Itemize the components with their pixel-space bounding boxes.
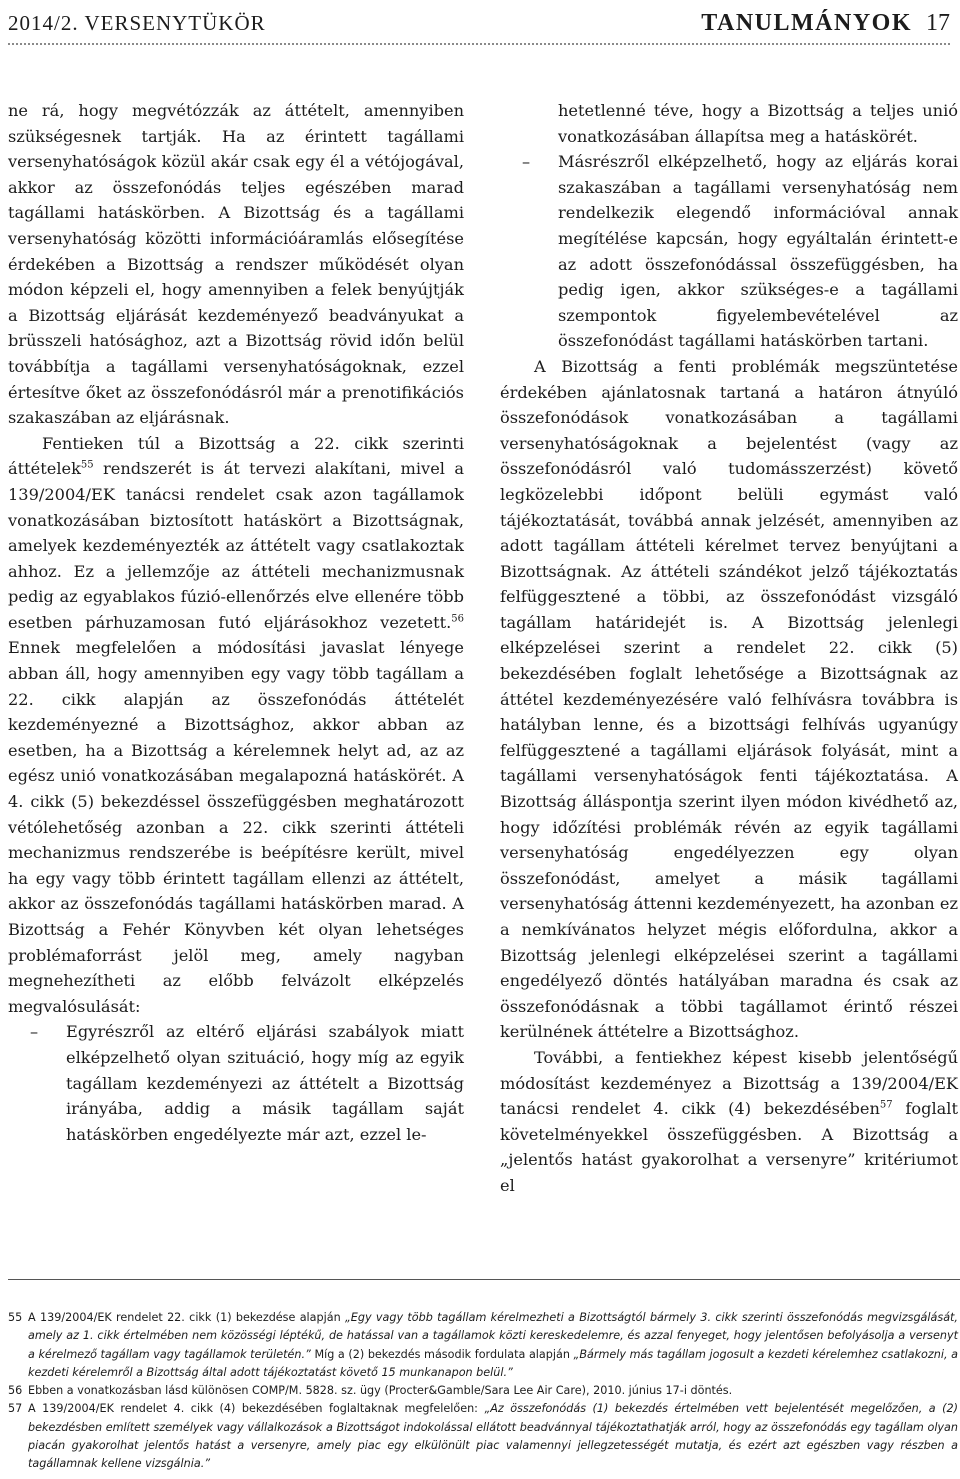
footnote-ref-56: 56 (451, 613, 464, 625)
running-header (8, 6, 950, 40)
paragraph-4 (500, 1045, 958, 1199)
footnote-number: 55 (8, 1311, 23, 1324)
footnote-56 (8, 1382, 958, 1400)
list-dash: – (522, 152, 531, 172)
list-dash: – (30, 1022, 39, 1042)
footnotes (8, 1309, 958, 1474)
footnote-quote: „Egy vagy több tagállam kérelmezheti a Bizottságtól bármely 3. cikk szerinti összefonódás megvizsgálását, amely az 1. cikk értelmében nem közösségi léptékű, de hatással van a tagállamok közti kereskedelemre, és azzal fenyeget, hogy jelentősen befolyásolja a versenyt a kérelmező tagállam vagy tagállamok területén.” (28, 1311, 958, 1361)
page-number: 17 (926, 9, 950, 36)
footnote-text: Míg a (2) bekezdés második fordulata alapján (310, 1347, 574, 1361)
footnote-55 (8, 1309, 958, 1382)
footnote-separator (8, 1279, 960, 1280)
footnote-57 (8, 1400, 958, 1473)
paragraph-3: A Bizottság a fenti problémák megszüntetése érdekében ajánlatosnak tartaná a határon átnyúló összefonódások vonatkozásában a tagállami versenyhatóságoknak a bejelentést (vagy az összefonódásról való tudomásszerzést) követő legközelebbi időpont belüli egymást való tájékoztatását, továbbá annak jelzését, amennyiben az adott tagállam áttételi kérelmet tervez benyújtani a Bizottságnak. Az áttételi szándékot jelző tájékoztatás felfüggesztené a többi, az összefonódást vizsgáló tagállam határidejét is. A Bizottság jelenlegi elképzelései szerint a rendelet 22. cikk (5) bekezdésében foglalt lehetősége a Bizottságnak az áttétel kezdeményezésére való felhívásra továbbra is hatályban lenne, és a bizottsági felhívás ugyanúgy felfüggesztené a tagállami eljárások folyását, mint a tagállami versenyhatóságok fenti tájékoztatása. A Bizottság álláspontja szerint ilyen módon kivédhető az, hogy időzítési problémák révén az egyik tagállami versenyhatóság engedélyezzen egy olyan összefonódást, amelyet a másik tagállami versenyhatóság áttenni kezdeményezett, ha azonban ez a nemkívánatos helyzet mégis előfordulna, akkor a Bizottság jelenlegi elképzelései szerint a tagállami engedélyező döntés hatályában maradna és csak az összefonódásnak a többi tagállamot érintő részei kerülnének áttételre a Bizottsághoz. (500, 356, 958, 1042)
left-column (8, 98, 464, 1147)
list-item-1 (8, 1019, 464, 1147)
list-item-2 (500, 149, 958, 354)
paragraph-4-text-a: További, a fentiekhez képest kisebb jelentőségű módosítást kezdeményez a Bizottság a 139/2004/EK tanácsi rendelet 4. cikk (4) bekezdésében (500, 1047, 958, 1119)
section-label: TANULMÁNYOK (701, 9, 912, 36)
footnote-quote: „Az összefonódás (1) bekezdés értelmében vett bejelentését megelőzően, a (2) bekezdésben említett személyek vagy vállalkozások a Bizottságot indokolással ellátott beadvánnyal tájékoztathatják arról, hogy az összefonódás egy tagállam olyan piacán gyakorolhat jelentős hatást a versenyre, amely piac egy elkülönült piac valamennyi jellegzetességét mutatja, és ezért azt egészben vagy részben a tagállamnak kellene vizsgálnia.” (28, 1402, 958, 1471)
footnote-ref-57: 57 (879, 1099, 893, 1111)
section-title (701, 10, 950, 37)
list-item-1-text: Egyrészről az eltérő eljárási szabályok miatt elképzelhető olyan szituáció, hogy míg az egyik tagállam kezdeményezi az áttételt a Bizottság irányába, addig a másik tagállam saját hatáskörben engedélyezte már azt, ezzel le- (66, 1022, 464, 1144)
journal-issue: 2014/2. VERSENYTÜKÖR (8, 10, 266, 35)
paragraph-1: ne rá, hogy megvétózzák az áttételt, amennyiben szükségesnek tartják. Ha az érintett tagállami versenyhatóságok közül akár csak egy él a vétójogával, akkor az összefonódás teljes egészében marad tagállami hatáskörben. A Bizottság és a tagállami versenyhatóság közötti információáramlás elősegítése érdekében a Bizottság a rendszer működését olyan módon képzeli el, hogy amennyiben a felek benyújtják a Bizottság eljárását kezdeményező beadványukat a brüsszeli hatósághoz, azt a Bizottság rövid időn belül továbbítja a tagállami versenyhatóságoknak, ezzel értesítve őket az összefonódásról már a prenotifikációs szakaszában az eljárásnak. (8, 101, 464, 428)
footnote-ref-55: 55 (80, 459, 94, 471)
footnote-quote: „Bármely más tagállam jogosult a kezdeti kérelemhez csatlakozni, a kezdeti kérelemről a Bizottság által adott tájékoztatást követő 15 munkanapon belül.” (28, 1347, 958, 1379)
list-item-2-text: Másrészről elképzelhető, hogy az eljárás korai szakaszában a tagállami versenyhatóság nem rendelkezik elegendő információval annak megítélése kapcsán, hogy egyáltalán érintett-e az adott összefonódással összefüggésben, ha pedig igen, akkor szükséges-e a tagállami szempontok figyelembevételével az összefonódást tagállami hatáskörben tartani. (558, 152, 958, 351)
paragraph-2-text-a: Fentieken túl a Bizottság a 22. cikk szerinti áttételek (8, 433, 464, 479)
header-dotted-rule (8, 43, 950, 45)
footnote-text: A 139/2004/EK rendelet 4. cikk (4) bekezdésében foglaltaknak megfelelően: (28, 1402, 485, 1416)
paragraph-2-text-c: Ennek megfelelően a módosítási javaslat lényege abban áll, hogy amennyiben egy vagy több tagállam a 22. cikk alapján az összefonódás áttételét kezdeményezné a Bizottsághoz, akkor abban az esetben, ha a Bizottság a kérelemnek helyt ad, az az egész unió vonatkozásában megalapozná hatáskörét. A 4. cikk (5) bekezdéssel összefüggésben meghatározott vétólehetőség azonban a 22. cikk szerinti áttételi mechanizmus rendszerébe is beépítésre került, mivel ha egy vagy több érintett tagállam ellenzi az áttételt, akkor az összefonódás tagállami hatáskörben marad. A Bizottság a Fehér Könyvben két olyan lehetséges problémaforrást jelöl meg, amely nagyban megnehezítheti az előbb felvázolt elképzelés megvalósulását: (8, 638, 464, 1016)
list-item-1-continued (500, 98, 958, 149)
paragraph-4-text-b: foglalt követelményekkel összefüggésben. A Bizottság a „jelentős hatást gyakorolhat a versenyre” kritériumot el (500, 1099, 958, 1195)
footnote-text: Ebben a vonatkozásban lásd különösen COMP/M. 5828. sz. ügy (Procter&Gamble/Sara Lee Air Care), 2010. június 17-i döntés. (28, 1384, 733, 1398)
paragraph-2-text-b: rendszerét is át tervezi alakítani, mivel a 139/2004/EK tanácsi rendelet csak azon tagállamok vonatkozásában biztosított hatáskört a Bizottságnak, amelyek kezdeményezték az áttételt vagy csatlakoztak ahhoz. Ez a jellemzője az áttételi mechanizmusnak pedig az egyablakos fúzió-ellenőrzés elve ellenére több esetben párhuzamosan futó eljárásokhoz vezetett. (8, 459, 464, 632)
right-column (500, 98, 958, 1199)
footnote-text: A 139/2004/EK rendelet 22. cikk (1) bekezdése alapján (28, 1311, 345, 1324)
footnote-number: 56 (8, 1384, 23, 1398)
footnote-number: 57 (8, 1402, 23, 1416)
list-item-1-continued-text: hetetlenné téve, hogy a Bizottság a teljes unió vonatkozásában állapítsa meg a hatáskörét. (558, 101, 958, 146)
paragraph-2 (8, 431, 464, 1020)
